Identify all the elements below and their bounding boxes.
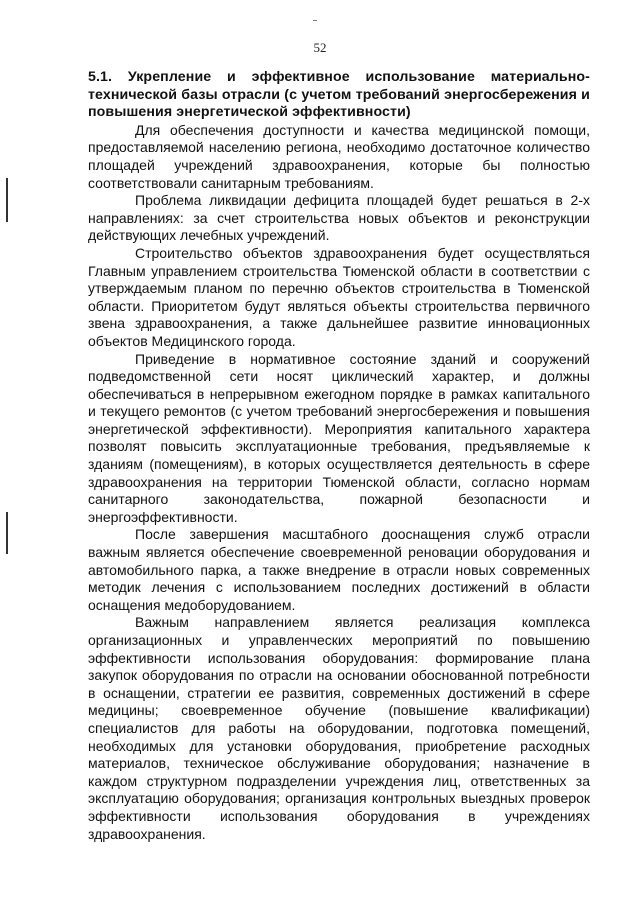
page-number: 52 — [313, 40, 327, 55]
paragraph-facility-space: Для обеспечения доступности и качества медицинской помощи, предоставляемой населению региона, необходимо достаточное количество площадей учреждений здравоохранения, которые бы полностью соответствовали санитарным требованиям. — [88, 121, 590, 191]
paragraph-building-maintenance: Приведение в нормативное состояние зданий и сооружений подведомственной сети носят циклический характер, и должны обеспечиваться в непрерывном ежегодном порядке в рамках капитального и текущего ремонтов (с учетом требований энергосбережения и повышения энергетической эффективности). Мероприятия капитального характера позволят повысить эксплуатационные требования, предъявляемые к зданиям (помещениям), в которых осуществляется деятельность в сфере здравоохранения на территории Тюменской области, согласно нормам санитарного законодательства, пожарной безопасности и энергоэффективности. — [88, 350, 590, 525]
paragraph-equipment-renovation: После завершения масштабного дооснащения служб отрасли важным является обеспечение своевременной реновации оборудования и автомобильного парка, а также внедрение в отрасли новых современных методик лечения с использованием последних достижений в области оснащения медоборудованием. — [88, 526, 590, 613]
section-heading: 5.1. Укрепление и эффективное использование материально-технической базы отрасли (с учетом требований энергосбережения и повышения энергетической эффективности) — [88, 69, 590, 121]
paragraph-equipment-efficiency: Важным направлением является реализация комплекса организационных и управленческих мероприятий по повышению эффективности использования оборудования: формирование плана закупок оборудования по отрасли на основании обоснованной потребности в оснащении, стратегии ее развития, современных достижений в сфере медицины; своевременное обучение (повышение квалификации) специалистов для работы на оборудовании, подготовка помещений, необходимых для установки оборудования, приобретение расходных материалов, техническое обслуживание оборудования; назначение в каждом структурном подразделении учреждения лиц, ответственных за эксплуатацию оборудования; организация контрольных выездных проверок эффективности использования оборудования в учреждениях здравоохранения. — [88, 614, 590, 842]
document-body — [88, 69, 590, 843]
paragraph-construction: Строительство объектов здравоохранения будет осуществляться Главным управлением строительства Тюменской области в соответствии с утверждаемым планом по перечню объектов строительства в Тюменской области. Приоритетом будут являться объекты строительства первичного звена здравоохранения, а также дальнейшее развитие инновационных объектов Медицинского города. — [88, 244, 590, 349]
binding-margin-line-lower — [6, 512, 8, 554]
paragraph-space-deficit: Проблема ликвидации дефицита площадей будет решаться в 2-х направлениях: за счет строительства новых объектов и реконструкции действующих лечебных учреждений. — [88, 192, 590, 244]
scan-artifact-mark — [313, 20, 317, 21]
binding-margin-line-upper — [6, 178, 8, 222]
